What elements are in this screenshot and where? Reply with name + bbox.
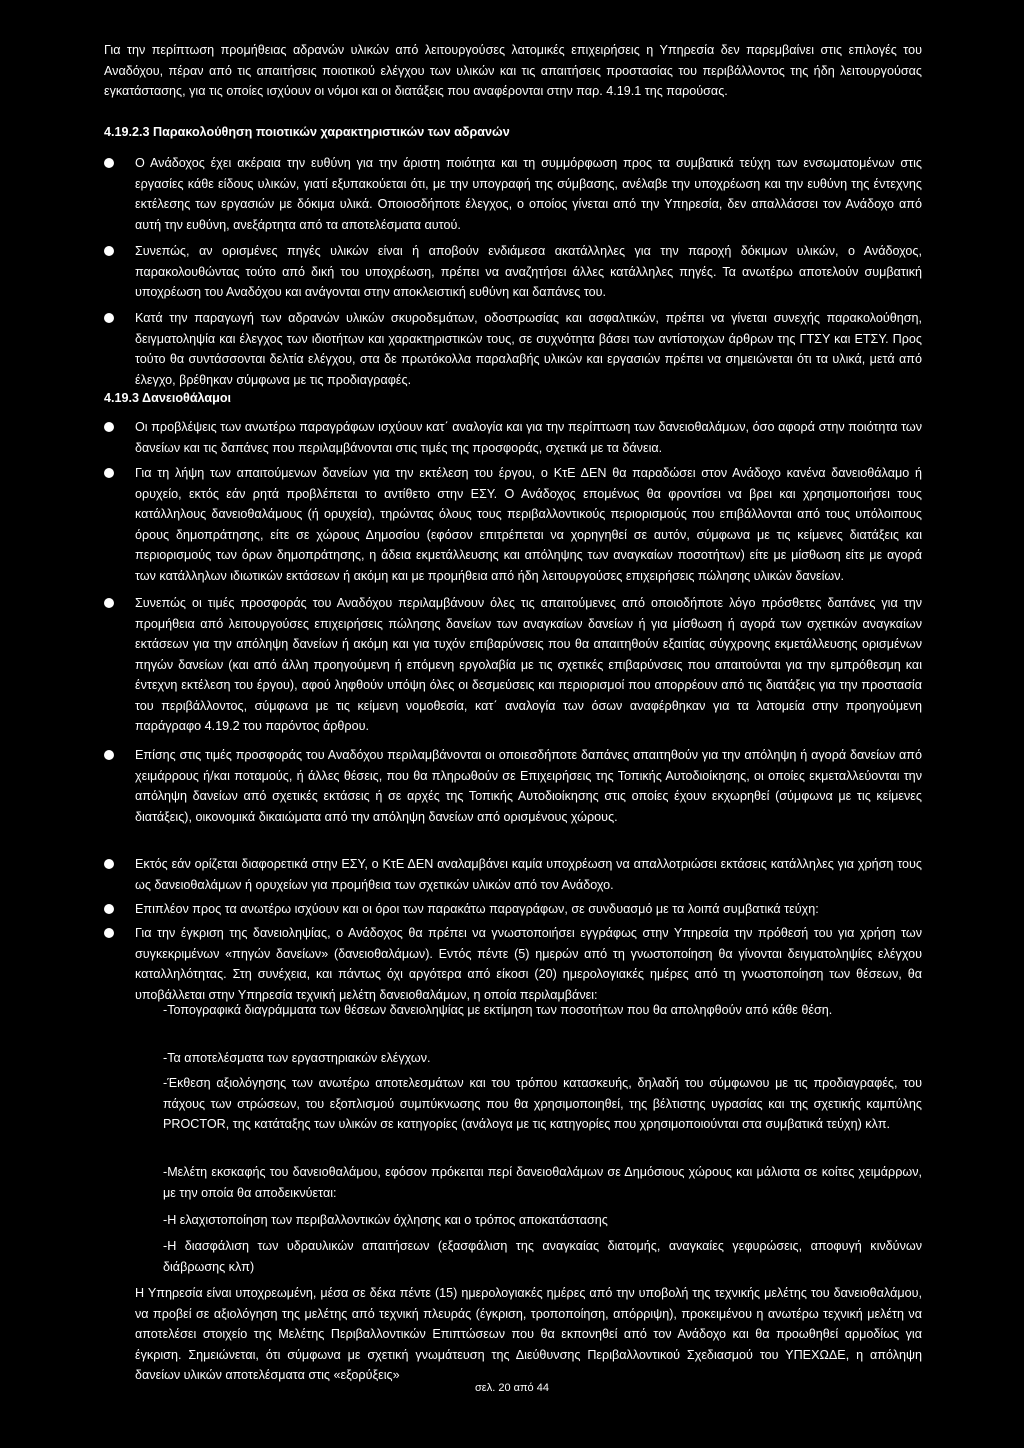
list-item	[104, 854, 922, 895]
bullet-icon	[104, 313, 114, 323]
sublist-item: -Η ελαχιστοποίηση των περιβαλλοντικών όχλησης και ο τρόπος αποκατάστασης	[163, 1213, 608, 1227]
bullet-icon	[104, 246, 114, 256]
list-item-text: Για τη λήψη των απαιτούμενων δανείων για την εκτέλεση του έργου, ο ΚτΕ ΔΕΝ θα παραδώσει στον Ανάδοχο κανένα δανειοθάλαμο ή ορυχείο, εκτός εάν ρητά προβλέπεται το αντίθετο στην ΕΣΥ. Ο Ανάδοχος επομένως θα φροντίσει να βρει και χρησιμοποιήσει τους κατάλληλους δανειοθαλάμους (ή ορυχεία), τηρώντας όλους τους περιβαλλοντικούς περιορισμούς που επιβάλλονται από τους υπόλοιπους όρους δημοπράτησης, είτε σε χώρους Δημοσίου (εφόσον επιτρέπεται να χορηγηθεί σε αυτόν, σύμφωνα με τις κείμενες διατάξεις και περιορισμούς των όρων δημοπράτησης, η άδεια εκμετάλλευσης και απόληψης των αναγκαίων ποσοτήτων) είτε με μίσθωση είτε με αγορά των κατάλληλων ιδιωτικών εκτάσεων ή ακόμη και με προμήθεια από ήδη λειτουργούσες επιχειρήσεις πώλησης υλικών δανείων.	[135, 466, 922, 583]
list-item	[104, 745, 922, 827]
bullet-icon	[104, 750, 114, 760]
list-item-text: Επιπλέον προς τα ανωτέρω ισχύουν και οι όροι των παρακάτω παραγράφων, σε συνδυασμό με τα λοιπά συμβατικά τεύχη:	[135, 902, 819, 916]
sublist-item: -Μελέτη εκσκαφής του δανειοθαλάμου, εφόσον πρόκειται περί δανειοθαλάμων σε Δημόσιους χώρους και μάλιστα σε κοίτες χειμάρρων, με την οποία θα αποδεικνύεται:	[163, 1165, 922, 1200]
page-number: σελ. 20 από 44	[475, 1382, 549, 1394]
list-item	[104, 241, 922, 303]
bullet-icon	[104, 928, 114, 938]
list-item-text: Εκτός εάν ορίζεται διαφορετικά στην ΕΣΥ, ο ΚτΕ ΔΕΝ αναλαμβάνει καμία υποχρέωση να απαλλοτριώσει εκτάσεις κατάλληλες για χρήση τους ως δανειοθαλάμων ή ορυχείων για προμήθεια των σχετικών υλικών από τον Ανάδοχο.	[135, 857, 922, 892]
list-item	[104, 899, 922, 920]
sublist-item: -Τα αποτελέσματα των εργαστηριακών ελέγχων.	[163, 1051, 431, 1065]
bullet-icon	[104, 859, 114, 869]
list-item-text: Για την έγκριση της δανειοληψίας, ο Ανάδοχος θα πρέπει να γνωστοποιήσει εγγράφως στην Υπηρεσία την πρόθεσή του για χρήση των συγκεκριμένων «πηγών δανείων» (δανειοθαλάμων). Εντός πέντε (5) ημερών από τη γνωστοποίηση θα γίνονται δειγματοληψίες ελέγχου καταλληλότητας. Στη συνέχεια, και πάντως όχι αργότερα από είκοσι (20) ημερολογιακές ημέρες από τη γνωστοποίηση των θέσεων, θα υποβάλλεται στην Υπηρεσία τεχνική μελέτη δανειοθαλάμων, η οποία περιλαμβάνει:	[135, 926, 922, 1002]
list-item	[104, 153, 922, 235]
list-item-text: Επίσης στις τιμές προσφοράς του Αναδόχου περιλαμβάνονται οι οποιεσδήποτε δαπάνες απαιτηθούν για την απόληψη ή αγορά δανείων από χειμάρρους ή/και ποταμούς, ή άλλες θέσεις, που θα πληρωθούν σε Επιχειρήσεις της Τοπικής Αυτοδιοίκησης, οι οποίες εκμεταλλεύονται την απόληψη δανείων από σχετικές εκτάσεις ή σε αρχές της Τοπικής Αυτοδιοίκησης στις οποίες έχουν εκχωρηθεί (σύμφωνα με τις κείμενες διατάξεις), οικονομικά δικαιώματα από την απόληψη δανείων από ορισμένους χώρους.	[135, 748, 922, 824]
list-item	[104, 923, 922, 1005]
list-item-text: Συνεπώς οι τιμές προσφοράς του Αναδόχου περιλαμβάνουν όλες τις απαιτούμενες από οποιοδήποτε λόγο πρόσθετες δαπάνες για την προμήθεια από λειτουργούσες επιχειρήσεις πώλησης δανείων των αναγκαίων δανείων ή για μίσθωση ή αγορά των σχετικών αναγκαίων εκτάσεων για την απόληψη δανείων ή ακόμη και για τυχόν επιβαρύνσεις που θα απαιτηθούν εξαιτίας σύγχρονης εκμετάλλευσης ορισμένων πηγών δανείων (και από άλλη προηγούμενη ή επόμενη εργολαβία με τις σχετικές επιβαρύνσεις που απαιτούνται για την εμπρόθεσμη και έντεχνη εκτέλεση του έργου), αφού ληφθούν υπόψη όλες οι δεσμεύσεις και περιορισμοί που απορρέουν από τις διατάξεις για την προστασία του περιβάλλοντος, σύμφωνα με τις κείμενη νομοθεσία, κατ΄ αναλογία των όσων αναφέρθηκαν για τα λατομεία στην προηγούμενη παράγραφο 4.19.2 του παρόντος άρθρου.	[135, 596, 922, 733]
list-item-text: Συνεπώς, αν ορισμένες πηγές υλικών είναι ή αποβούν ενδιάμεσα ακατάλληλες για την παροχή δόκιμων υλικών, ο Ανάδοχος, παρακολουθώντας τούτο από δική του υποχρέωση, πρέπει να αναζητήσει άλλες κατάλληλες πηγές. Τα ανωτέρω αποτελούν συμβατική υποχρέωση του Αναδόχου και ανάγονται στην αποκλειστική ευθύνη και δαπάνες του.	[135, 244, 922, 299]
list-item	[104, 308, 922, 390]
list-item-text: Ο Ανάδοχος έχει ακέραια την ευθύνη για την άριστη ποιότητα και τη συμμόρφωση προς τα συμβατικά τεύχη των ενσωματομένων στις εργασίες κάθε είδους υλικών, γιατί εξυπακούεται ότι, με την υπογραφή της σύμβασης, ανέλαβε την υποχρέωση και την ευθύνη της έντεχνης εκτέλεσης των εργασιών με δόκιμα υλικά. Οποιοσδήποτε έλεγχος, ο οποίος γίνεται από την Υπηρεσία, δεν απαλλάσσει τον Ανάδοχο από αυτή την ευθύνη, ανεξάρτητα από τα αποτελέσματα αυτού.	[135, 156, 922, 232]
bullet-icon	[104, 598, 114, 608]
sublist-item: -Έκθεση αξιολόγησης των ανωτέρω αποτελεσμάτων και του τρόπου κατασκευής, δηλαδή του σύμφωνου με τις προδιαγραφές, του πάχους των στρώσεων, του εξοπλισμού συμπύκνωσης που θα χρησιμοποιηθεί, της βέλτιστης υγρασίας και της σχετικής καμπύλης PROCTOR, της κατάταξης των υλικών σε κατηγορίες (ανάλογα με τις κατηγορίες που χρησιμοποιούνται στα συμβατικά τεύχη) κλπ.	[163, 1076, 922, 1131]
list-item-text: Οι προβλέψεις των ανωτέρω παραγράφων ισχύουν κατ΄ αναλογία και για την περίπτωση των δανειοθαλάμων, όσο αφορά στην ποιότητα των δανείων και τις δαπάνες που περιλαμβάνονται στις τιμές της προσφοράς, σχετικά με τα δάνεια.	[135, 420, 922, 455]
bullet-icon	[104, 158, 114, 168]
bullet-icon	[104, 904, 114, 914]
list-item	[104, 593, 922, 737]
bullet-icon	[104, 422, 114, 432]
list-item	[104, 417, 922, 458]
sublist-item: -Η διασφάλιση των υδραυλικών απαιτήσεων (εξασφάλιση της αναγκαίας διατομής, αναγκαίες γεφυρώσεις, αποφυγή κινδύνων διάβρωσης κλπ)	[163, 1239, 922, 1274]
closing-paragraph: Η Υπηρεσία είναι υποχρεωμένη, μέσα σε δέκα πέντε (15) ημερολογιακές ημέρες από την υποβολή της τεχνικής μελέτης του δανειοθαλάμου, να προβεί σε αξιολόγηση της μελέτης από τεχνική πλευράς (έγκριση, τροποποίηση, απόρριψη), προκειμένου η ανωτέρω τεχνική μελέτη να αποτελέσει στοιχείο της Μελέτης Περιβαλλοντικών Επιπτώσεων που θα εκπονηθεί από τον Ανάδοχο και θα προωθηθεί αρμοδίως για έγκριση. Σημειώνεται, ότι σύμφωνα με σχετική γνωμάτευση της Διεύθυνσης Περιβαλλοντικού Σχεδιασμού του ΥΠΕΧΩΔΕ, η απόληψη δανείων υλικών αποτελέσματα στις «εξορύξεις»	[135, 1286, 922, 1382]
section-heading-quality: 4.19.2.3 Παρακολούθηση ποιοτικών χαρακτηριστικών των αδρανών	[104, 125, 510, 139]
section-heading-borrow-pits: 4.19.3 Δανειοθάλαμοι	[104, 391, 232, 405]
sublist-item: -Τοπογραφικά διαγράμματα των θέσεων δανειοληψίας με εκτίμηση των ποσοτήτων που θα αποληφθούν από κάθε θέση.	[163, 1003, 833, 1017]
intro-paragraph: Για την περίπτωση προμήθειας αδρανών υλικών από λειτουργούσες λατομικές επιχειρήσεις η Υπηρεσία δεν παρεμβαίνει στις επιλογές του Αναδόχου, πέραν από τις απαιτήσεις ποιοτικού ελέγχου των υλικών και τις απαιτήσεις προστασίας του περιβάλλοντος της ήδη λειτουργούσας εγκατάστασης, για τις οποίες ισχύουν οι νόμοι και οι διατάξεις που αναφέρονται στην παρ. 4.19.1 της παρούσας.	[104, 43, 922, 98]
list-item	[104, 463, 922, 586]
list-item-text: Κατά την παραγωγή των αδρανών υλικών σκυροδεμάτων, οδοστρωσίας και ασφαλτικών, πρέπει να γίνεται συνεχής παρακολούθηση, δειγματοληψία και έλεγχος των ιδιοτήτων και χαρακτηριστικών τους, σε συχνότητα βάσει των αντίστοιχων άρθρων της ΓΤΣΥ και ΕΤΣΥ. Προς τούτο θα συντάσσονται δελτία ελέγχου, στα δε πρωτόκολλα παραλαβής υλικών και εργασιών πρέπει να σημειώνεται ότι τα υλικά, μετά από έλεγχο, βρέθηκαν σύμφωνα με τις προδιαγραφές.	[135, 311, 922, 387]
bullet-icon	[104, 468, 114, 478]
